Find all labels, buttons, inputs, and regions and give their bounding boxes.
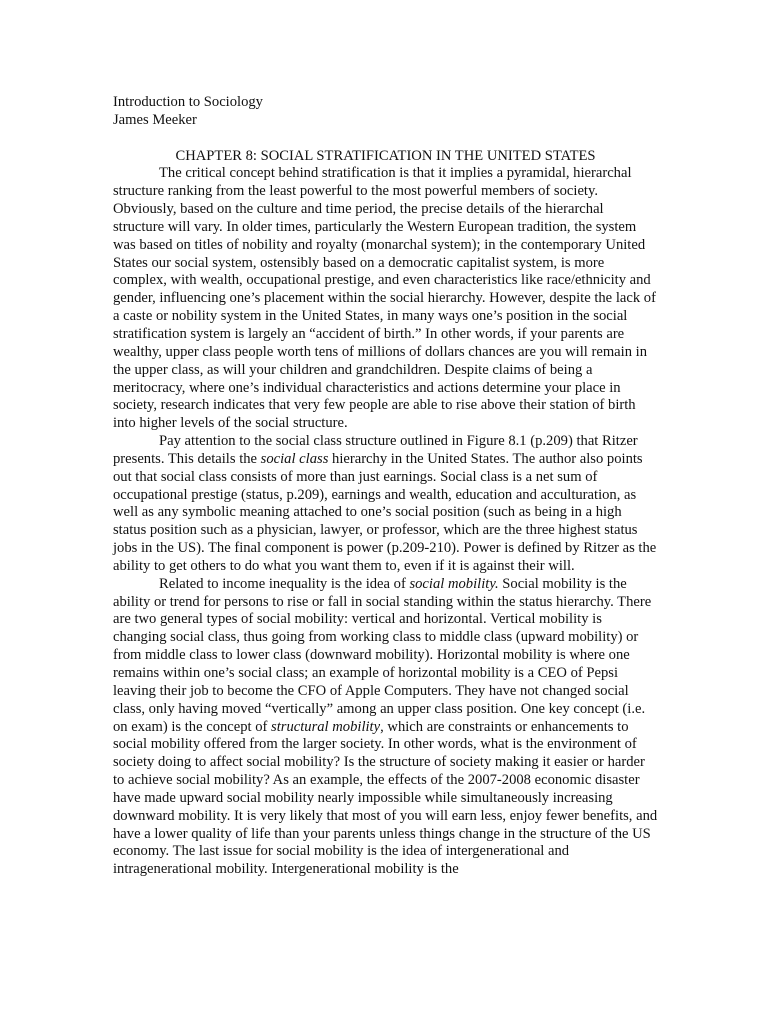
paragraph-text: hierarchy in the United States. The author also points out that social class consists of more than just earnings. Social class is a net sum of occupational prestige (status, p.209), earnings and wealth, education and acculturation, as well as any symbolic meaning attached to one’s social position (such as being in a high status position such as a physician, lawyer, or professor, which are the three highest status jobs in the US). The final component is power (p.209-210). Power is defined by Ritzer as the ability to get others to do what you want them to, even if it is against their will. (113, 450, 657, 574)
paragraph-text: Related to income inequality is the idea of (159, 575, 410, 592)
italic-term: structural mobility (271, 718, 381, 735)
paragraph-text: Pay attention to the social class structure outlined in Figure 8.1 (p.209) that Ritzer presents. This details the (113, 433, 638, 467)
document-body (113, 94, 658, 879)
paragraph-social-class (113, 433, 658, 576)
chapter-title: CHAPTER 8: SOCIAL STRATIFICATION IN THE UNITED STATES (175, 147, 596, 164)
paragraph-social-mobility (113, 576, 658, 879)
italic-term: social mobility. (409, 575, 499, 592)
italic-term: social class (260, 450, 329, 467)
paragraph-text: Social mobility is the ability or trend for persons to rise or fall in social standing within the status hierarchy. There are two general types of social mobility: vertical and horizontal. Vertical mobility is changing social class, thus going from working class to middle class (upward mobility) or from middle class to lower class (downward mobility). Horizontal mobility is where one remains within one’s social class; an example of horizontal mobility is a CEO of Pepsi leaving their job to become the CFO of Apple Computers. They have not changed social class, only having moved “vertically” among an upper class position. One key concept (i.e. on exam) is the concept of (113, 575, 652, 735)
paragraph-text: The critical concept behind stratification is that it implies a pyramidal, hierarchal structure ranking from the least powerful to the most powerful members of society. Obviously, based on the culture and time period, the precise details of the hierarchal structure will vary. In older times, particularly the Western European tradition, the system was based on titles of nobility and royalty (monarchal system); in the contemporary United States our social system, ostensibly based on a democratic capitalist system, is more complex, with wealth, occupational prestige, and even characteristics like race/ethnicity and gender, influencing one’s placement within the social hierarchy. However, despite the lack of a caste or nobility system in the United States, in many ways one’s position in the social stratification system is largely an “accident of birth.” In other words, if your parents are wealthy, upper class people worth tens of millions of dollars chances are you will remain in the upper class, as will your children and grandchildren. Despite claims of being a meritocracy, where one’s individual characteristics and actions determine your place in society, research indicates that very few people are able to rise above their station of birth into higher levels of the social structure. (113, 165, 656, 432)
paragraph-text: , which are constraints or enhancements to social mobility offered from the larger society. In other words, what is the environment of society doing to affect social mobility? Is the structure of society making it easier or harder to achieve social mobility? As an example, the effects of the 2007-2008 economic disaster have made upward social mobility nearly impossible while simultaneously increasing downward mobility. It is very likely that most of you will earn less, enjoy fewer benefits, and have a lower quality of life than your parents unless things change in the structure of the US economy. The last issue for social mobility is the idea of intergenerational and intragenerational mobility. Intergenerational mobility is the (113, 718, 658, 878)
course-title: Introduction to Sociology (113, 94, 263, 110)
author-name: James Meeker (113, 111, 197, 128)
blank-line (113, 130, 658, 148)
paragraph-stratification (113, 165, 658, 433)
